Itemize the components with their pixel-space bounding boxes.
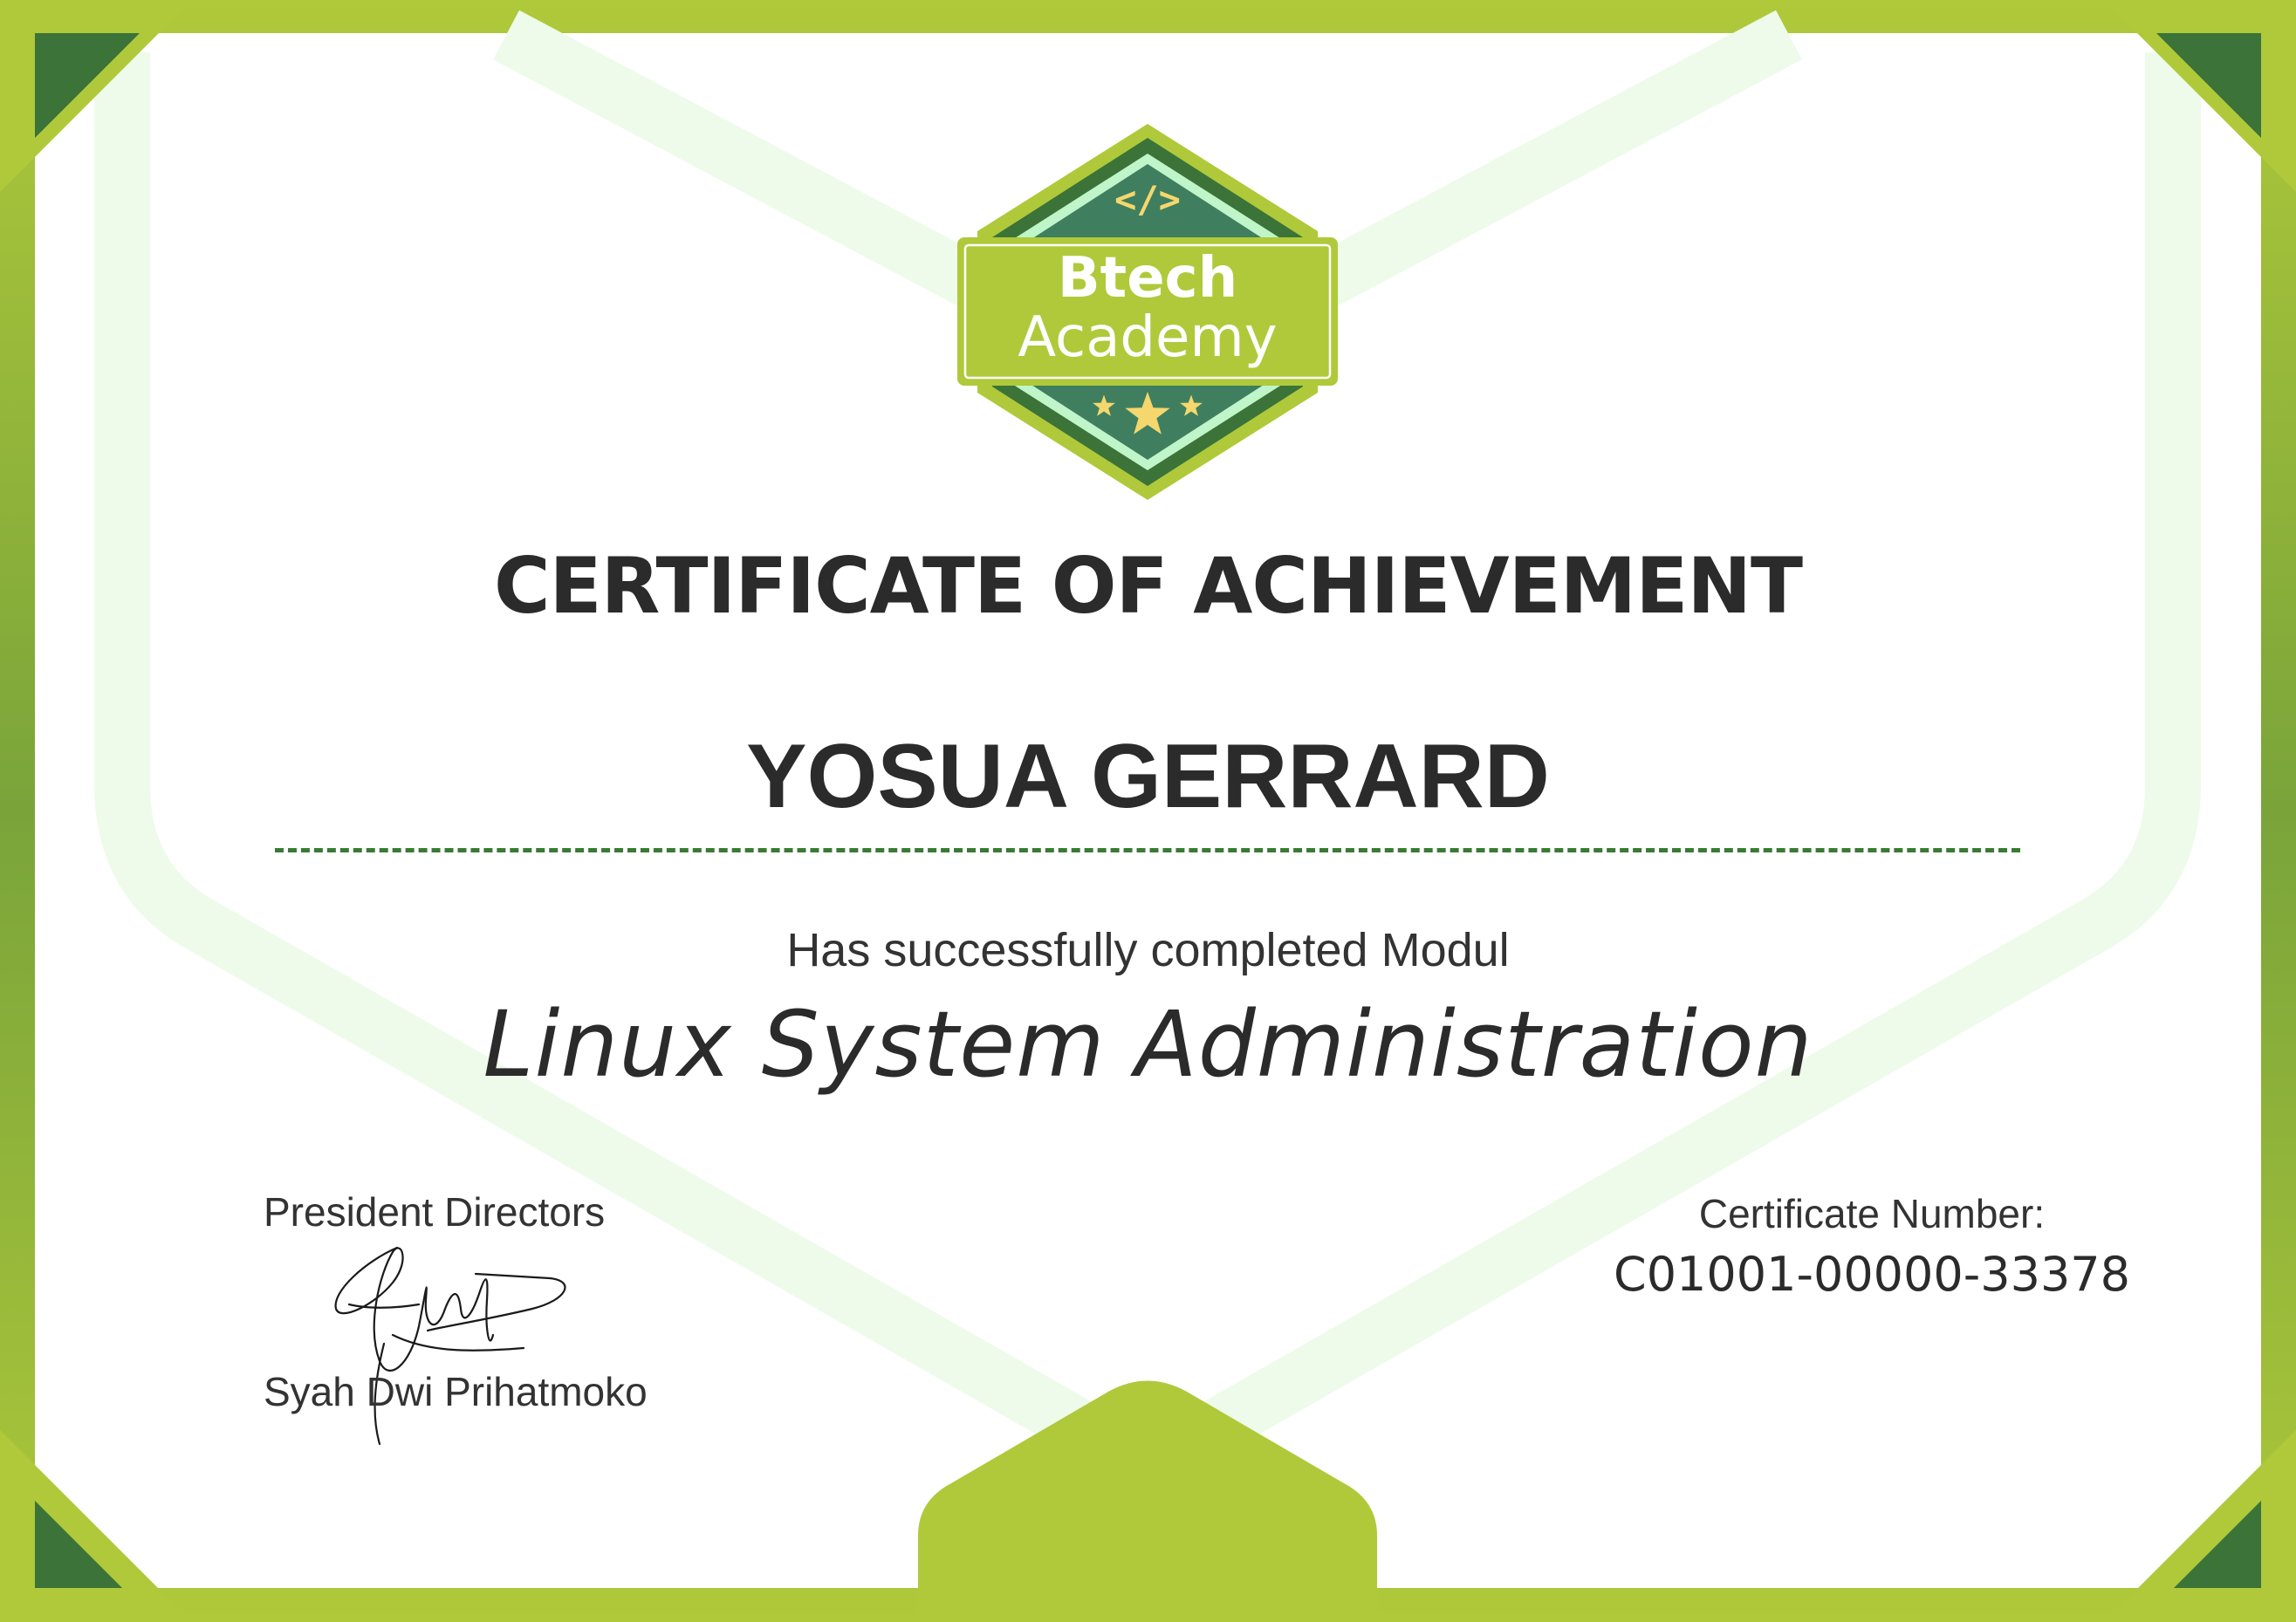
certificate-title: CERTIFICATE OF ACHIEVEMENT	[493, 541, 1803, 631]
recipient-name: YOSUA GERRARD	[746, 726, 1550, 827]
name-divider	[275, 848, 2020, 852]
certificate-number-value: C01001-00000-33378	[1613, 1247, 2131, 1302]
signatory-role: President Directors	[264, 1189, 606, 1235]
logo-brand-line2: Academy	[1018, 305, 1278, 370]
completed-text: Has successfully completed Modul	[786, 924, 1510, 976]
signatory-name: Syah Dwi Prihatmoko	[264, 1369, 648, 1414]
certificate-number-label: Certificate Number:	[1698, 1191, 2046, 1236]
signature-image	[314, 1222, 593, 1448]
code-symbol-icon: </>	[1114, 178, 1181, 221]
logo-brand-line1: Btech	[1057, 246, 1238, 311]
module-name: Linux System Administration	[483, 991, 1813, 1098]
